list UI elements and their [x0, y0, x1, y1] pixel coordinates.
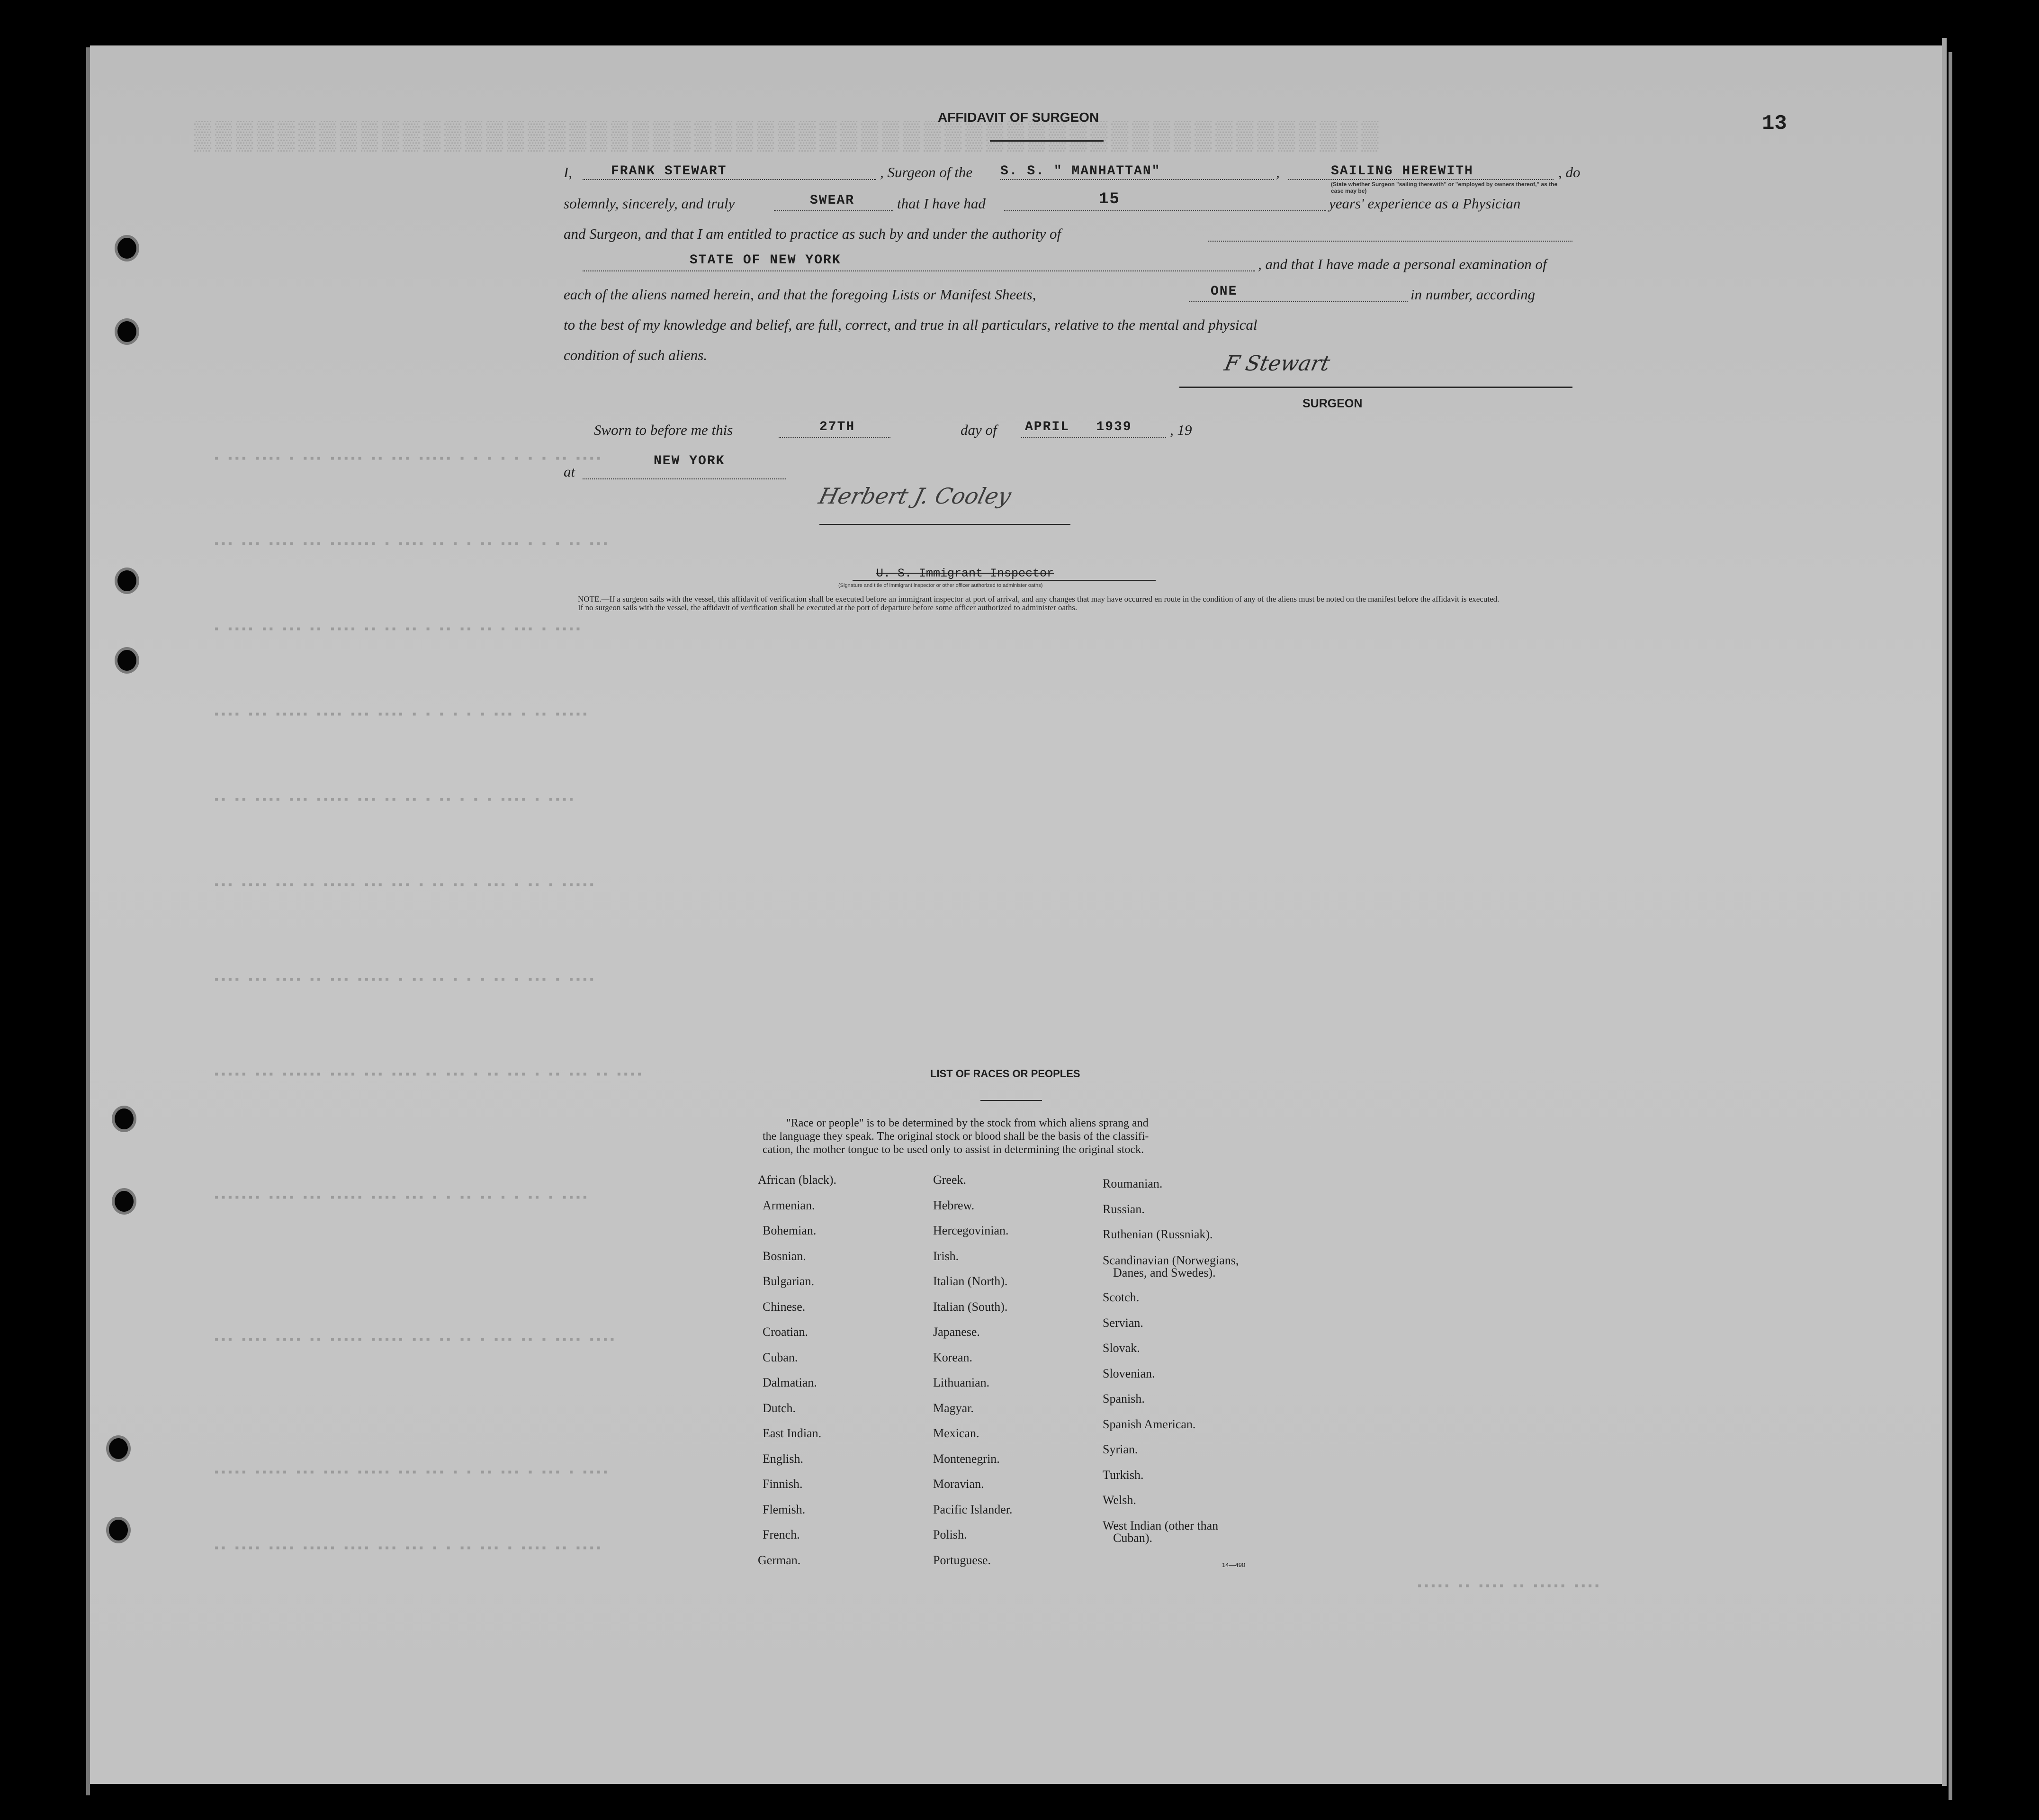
affidavit-title: AFFIDAVIT OF SURGEON — [938, 110, 1099, 125]
years-experience: 15 — [1099, 190, 1120, 208]
race-item: Slovenian. — [1103, 1367, 1155, 1380]
authority-field-top — [1208, 241, 1572, 242]
stacked-page-edge — [1949, 52, 1952, 1800]
line5-suffix: in number, according — [1410, 286, 1536, 303]
sworn-mid: day of — [961, 422, 997, 438]
inspector-caption-line — [853, 580, 1156, 581]
race-item: Scotch. — [1103, 1290, 1140, 1304]
line2-prefix: solemnly, sincerely, and truly — [564, 195, 735, 212]
inspector-signature-line — [819, 524, 1070, 525]
oath-field — [774, 210, 893, 211]
years-field — [1004, 210, 1326, 211]
race-item: Armenian. — [763, 1198, 815, 1212]
day-field — [779, 437, 890, 438]
race-item: Lithuanian. — [933, 1376, 990, 1389]
races-intro-2: the language they speak. The original stock or blood shall be the basis of the classifi- — [763, 1130, 1149, 1143]
race-item: Dutch. — [763, 1401, 796, 1415]
race-item: Cuban. — [763, 1351, 798, 1364]
surgeon-name: FRANK STEWART — [611, 164, 727, 179]
sheet-count: ONE — [1211, 284, 1238, 299]
line4-suffix: , and that I have made a personal examination of — [1258, 256, 1547, 272]
race-item: Chinese. — [763, 1300, 806, 1314]
binder-hole — [115, 1191, 134, 1212]
race-item: Dalmatian. — [763, 1376, 817, 1389]
race-item: Spanish American. — [1103, 1417, 1196, 1431]
stacked-page-edge — [86, 47, 90, 1795]
races-intro-3: cation, the mother tongue to be used only to assist in determining the original stock. — [763, 1144, 1144, 1156]
binder-hole — [109, 1520, 128, 1541]
inspector-caption: U. S. Immigrant Inspector — [876, 567, 1054, 580]
race-item: East Indian. — [763, 1426, 822, 1440]
inspector-signature: Herbert J. Cooley — [816, 483, 1014, 509]
ship-field — [1000, 179, 1274, 180]
note-paragraph-2: If no surgeon sails with the vessel, the affidavit of verification shall be executed at the port of departure before some officer authorized to administer oaths. — [578, 603, 1078, 612]
inspector-note: (Signature and title of immigrant inspector or other officer authorized to administer oaths) — [838, 583, 1043, 588]
race-item: Italian (North). — [933, 1274, 1008, 1288]
affidavit-note — [554, 595, 1572, 612]
race-item: German. — [758, 1553, 801, 1567]
race-item: Turkish. — [1103, 1468, 1144, 1482]
sailing-field — [1288, 179, 1554, 180]
race-item: Russian. — [1103, 1202, 1145, 1216]
race-item: Portuguese. — [933, 1553, 991, 1567]
surgeon-name-field — [583, 179, 876, 180]
race-item: West Indian (other than — [1103, 1519, 1219, 1532]
race-item: Pacific Islander. — [933, 1503, 1013, 1516]
sworn-place: NEW YORK — [654, 454, 725, 469]
race-item: Flemish. — [763, 1503, 806, 1516]
race-item: Welsh. — [1103, 1493, 1136, 1507]
race-item: Italian (South). — [933, 1300, 1008, 1314]
race-item: Slovak. — [1103, 1341, 1140, 1355]
race-item: Korean. — [933, 1351, 973, 1364]
ship-name: S. S. " MANHATTAN" — [1000, 164, 1161, 179]
race-item: Bulgarian. — [763, 1274, 815, 1288]
sworn-suffix: , 19 — [1170, 422, 1192, 438]
sworn-date: APRIL 1939 — [1025, 420, 1132, 434]
line3: and Surgeon, and that I am entitled to practice as such by and under the authority of — [564, 225, 1061, 242]
month-field — [1021, 437, 1166, 438]
line6: to the best of my knowledge and belief, are full, correct, and true in all particulars, relative to the mental and physical — [564, 316, 1258, 333]
race-item: Polish. — [933, 1528, 967, 1541]
binder-hole — [109, 1438, 128, 1459]
race-item: Montenegrin. — [933, 1452, 1000, 1466]
race-item: English. — [763, 1452, 803, 1466]
line1-mid: , Surgeon of the — [880, 164, 973, 180]
line7: condition of such aliens. — [564, 347, 708, 363]
race-item: Magyar. — [933, 1401, 974, 1415]
binder-hole — [117, 238, 136, 259]
manifest-sheet: ▒▒▒▒▒▒▒▒▒▒▒▒▒▒▒▒▒▒▒▒▒▒▒▒▒▒▒▒▒▒▒▒▒▒▒▒▒▒▒▒▒▒▒▒▒▒▒▒▒▒▒▒▒▒▒▒▒ ▪ ▪▪▪ ▪▪▪▪ ▪ ▪▪▪ ▪▪▪▪▪ ▪▪ ▪▪▪ ▪▪▪▪▪ ▪ ▪ ▪ ▪ ▪ ▪ ▪ ▪▪ ▪▪▪▪ ▪▪▪ ▪▪▪ ▪▪▪▪ ▪▪▪ ▪▪▪▪▪▪▪ ▪ ▪▪▪▪ ▪▪ ▪ ▪ ▪▪ ▪▪▪ ▪ ▪ ▪ ▪▪ ▪▪▪ ▪ ▪▪▪▪ ▪▪ ▪▪▪ ▪▪ ▪▪▪▪ ▪▪ ▪▪ ▪▪ ▪ ▪▪ ▪▪ ▪▪ ▪ ▪▪▪ ▪ ▪▪▪▪ ▪▪▪▪ ▪▪▪ ▪▪▪▪▪ ▪▪▪▪ ▪▪▪ ▪▪▪▪ ▪ ▪ ▪ ▪ ▪ ▪ ▪▪▪ ▪ ▪▪ ▪▪▪▪▪ ▪▪ ▪▪ ▪▪▪▪ ▪▪▪ ▪▪▪▪▪ ▪▪▪ ▪▪ ▪▪ ▪ ▪▪ ▪ ▪ ▪ ▪▪▪▪ ▪ ▪▪▪▪ ▪▪▪ ▪▪▪▪ ▪▪▪ ▪▪ ▪▪▪▪▪ ▪▪▪ ▪▪▪ ▪ ▪▪ ▪▪ ▪ ▪▪▪ ▪ ▪▪ ▪ ▪▪▪▪▪ ▪▪▪▪ ▪▪▪ ▪▪▪▪ ▪▪ ▪▪▪ ▪▪▪▪▪ ▪ ▪▪ ▪▪ ▪ ▪ ▪ ▪▪ ▪ ▪▪▪ ▪ ▪▪▪▪ ▪▪▪▪▪ ▪▪▪ ▪▪▪▪▪▪ ▪▪▪▪ ▪▪▪ ▪▪▪▪ ▪▪ ▪▪▪ ▪ ▪▪ ▪▪▪ ▪ ▪▪ ▪▪▪ ▪▪ ▪▪▪▪ ▪▪▪▪▪▪▪ ▪▪▪▪ ▪▪▪ ▪▪▪▪▪ ▪▪▪▪ ▪▪▪ ▪ ▪ ▪▪ ▪▪ ▪ ▪ ▪▪ ▪ ▪▪▪▪ ▪▪▪ ▪▪▪▪ ▪▪▪▪ ▪▪ ▪▪▪▪▪ ▪▪▪▪▪ ▪▪▪ ▪▪ ▪▪ ▪ ▪▪▪ ▪▪ ▪ ▪▪▪▪ ▪▪▪▪ ▪▪▪▪▪ ▪▪▪▪▪ ▪▪▪ ▪▪▪▪ ▪▪▪▪▪ ▪▪▪ ▪▪▪ ▪ ▪ ▪▪ ▪▪▪ ▪ ▪▪▪ ▪ ▪▪▪▪ ▪▪ ▪▪▪▪ ▪▪▪▪ ▪▪▪▪▪ ▪▪▪▪ ▪▪▪ ▪▪▪ ▪ ▪ ▪▪ ▪▪▪ ▪ ▪▪▪▪ ▪▪ ▪▪▪▪ ▪▪▪▪▪ ▪▪ ▪▪▪▪ ▪▪ ▪▪▪▪▪ ▪▪▪▪ 13 AFFIDAVIT OF SURGEON I, FRANK STEWART , Surgeon of the S. S. " MANHATTAN" , SAILING HEREWITH , do (State whether Surgeon "sailing therewith" or "employed by owners thereof," as the case may be) solemnly, sincerely, and truly SWEAR that I have had 15 years' experience as a Physician and Surgeon, and that I am entitled to practice as such by and under the authority of STATE OF NEW YORK , and that I have made a personal examination of each of the aliens named herein, and that the foregoing Lists or Manifest Sheets, ONE in number, according to the best of my knowledge and belief, are full, correct, and true in all particulars, relative to the mental and physical condition of such aliens. F Stewart SURGEON Sworn to before me this 27TH day of APRIL 1939 , 19 at NEW YORK Herbert J. Cooley U. S. Immigrant Inspector (Signature and title of immigrant inspector or other officer authorized to administer oaths) NOTE.—If a surgeon sails with the vessel, this affidavit of verification shall be executed before an immigrant inspector at port of arrival, and any changes that may have occurred en route in the condition of any of the aliens must be noted on the manifest before the affidavit is executed. If no surgeon sails with the vessel, the affidavit of verification shall be executed at the port of departure before some officer authorized to administer oaths. LIST OF RACES OR PEOPLES "Race or people" is to be determined by the stock from which aliens sprang and the language they speak. The original stock or blood shall be the basis of the classifi- cation, the mother tongue to be used only to assist in determining the original stock. African (black). Armenian. Bohemian. Bosnian. Bulgarian. Chinese. Croatian. Cuban. Dalmatian. Dutch. East Indian. English. Finnish. Flemish. French. German. Greek. Hebrew. Hercegovinian. Irish. Italian (North). Italian (South). Japanese. Korean. Lithuanian. Magyar. Mexican. Montenegrin. Moravian. Pacific Islander. Polish. Portuguese. Roumanian. Russian. Ruthenian (Russniak). Scandinavian (Norwegians, Danes, and Swedes). Scotch. Servian. Slovak. Slovenian. Spanish. Spanish American. Syrian. Turkish. Welsh. West Indian (other than Cuban). 14—490 — [90, 45, 1942, 1784]
race-item: Danes, and Swedes). — [1113, 1266, 1216, 1279]
line1-prefix: I, — [564, 164, 573, 180]
surgeon-caption: SURGEON — [1302, 397, 1363, 410]
binder-hole — [117, 650, 136, 671]
race-item: Hebrew. — [933, 1198, 975, 1212]
sworn-day: 27TH — [819, 420, 855, 434]
race-item: Bosnian. — [763, 1249, 806, 1263]
page-number: 13 — [1762, 112, 1787, 135]
race-item: African (black). — [758, 1173, 837, 1187]
surgeon-signature-line — [1179, 387, 1572, 388]
sailing-status: SAILING HEREWITH — [1331, 164, 1473, 179]
race-item: Servian. — [1103, 1316, 1143, 1330]
line2-suffix: years' experience as a Physician — [1329, 195, 1521, 212]
binder-hole — [115, 1108, 134, 1129]
race-item: Croatian. — [763, 1325, 808, 1339]
sworn-prefix: Sworn to before me this — [594, 422, 733, 438]
race-item: Syrian. — [1103, 1442, 1138, 1456]
at-prefix: at — [564, 463, 575, 480]
line5-prefix: each of the aliens named herein, and that the foregoing Lists or Manifest Sheets, — [564, 286, 1036, 303]
race-item: Moravian. — [933, 1477, 984, 1491]
authority: STATE OF NEW YORK — [690, 253, 841, 268]
title-underline — [990, 140, 1104, 142]
form-number: 14—490 — [1222, 1561, 1246, 1568]
place-field — [583, 478, 786, 479]
stacked-page-edge — [1942, 38, 1947, 1786]
line2-mid: that I have had — [897, 195, 986, 212]
race-item: Roumanian. — [1103, 1177, 1163, 1190]
binder-hole — [117, 321, 136, 342]
sailing-note: (State whether Surgeon "sailing therewith" or "employed by owners thereof," as the case may be) — [1331, 181, 1558, 194]
race-item: Spanish. — [1103, 1392, 1145, 1406]
race-item: Japanese. — [933, 1325, 980, 1339]
authority-field — [583, 270, 1255, 271]
race-item: Mexican. — [933, 1426, 979, 1440]
races-intro-1: "Race or people" is to be determined by the stock from which aliens sprang and — [786, 1117, 1149, 1129]
race-item: Greek. — [933, 1173, 967, 1187]
surgeon-signature: F Stewart — [1222, 351, 1332, 376]
binder-hole — [117, 570, 136, 591]
race-item: Cuban). — [1113, 1531, 1153, 1545]
note-paragraph-1: NOTE.—If a surgeon sails with the vessel, this affidavit of verification shall be executed before an immigrant inspector at port of arrival, and any changes that may have occurred en route in the condition of any of the aliens must be noted on the manifest before the affidavit is executed. — [578, 595, 1500, 604]
race-item: Bohemian. — [763, 1224, 817, 1237]
line1-suffix: , do — [1558, 164, 1581, 180]
races-title: LIST OF RACES OR PEOPLES — [930, 1068, 1080, 1080]
races-title-underline — [980, 1100, 1042, 1101]
race-item: Finnish. — [763, 1477, 803, 1491]
comma: , — [1276, 164, 1280, 180]
race-item: French. — [763, 1528, 800, 1541]
race-item: Ruthenian (Russniak). — [1103, 1227, 1213, 1241]
race-item: Scandinavian (Norwegians, — [1103, 1253, 1239, 1267]
race-item: Hercegovinian. — [933, 1224, 1009, 1237]
sheets-field — [1189, 301, 1408, 302]
oath: SWEAR — [810, 193, 855, 208]
race-item: Irish. — [933, 1249, 959, 1263]
